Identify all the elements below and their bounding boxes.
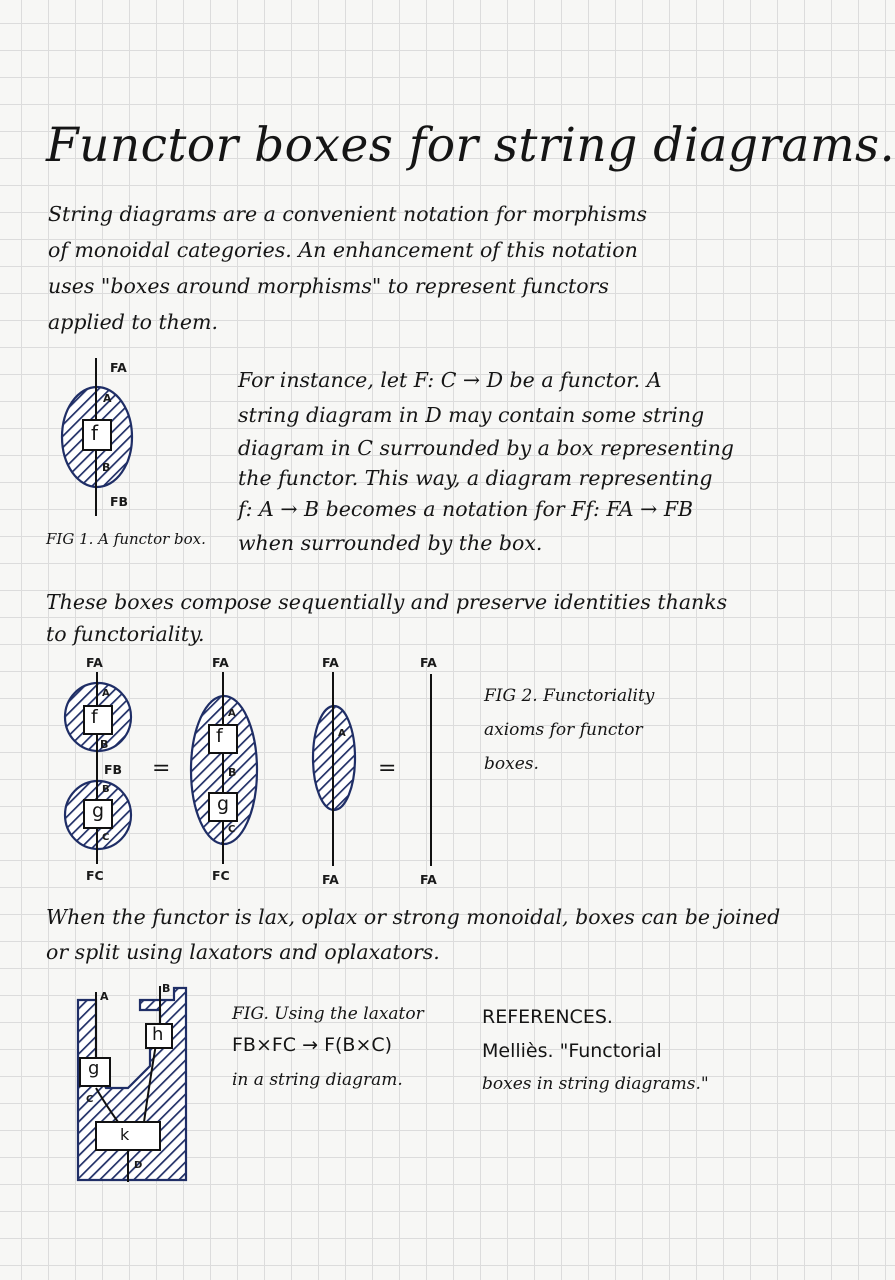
fig1-wire-b: B (102, 461, 111, 474)
fig2-d4-top: FA (420, 655, 437, 670)
references-heading: REFERENCES. (482, 1006, 613, 1028)
fig3-d: D (134, 1160, 143, 1171)
fig2-d1-b2: B (102, 784, 110, 795)
fig1-label-fb: FB (110, 494, 129, 509)
fig2-equals-2: = (378, 756, 397, 781)
example-line-2: string diagram in D may contain some string (238, 403, 705, 427)
fig2-d2-bottom: FC (212, 868, 230, 883)
fig3-laxator-diagram (78, 986, 186, 1182)
fig2-d1-top: FA (86, 655, 103, 670)
fig2-d1-a: A (102, 688, 110, 699)
fig2-d2-top: FA (212, 655, 229, 670)
fig2-d1-g: g (92, 800, 105, 822)
compose-line-2: to functoriality. (46, 622, 205, 646)
fig2-d2-b: B (228, 766, 237, 779)
fig2-d3-a: A (338, 728, 346, 739)
fig2-diagram-composite (191, 672, 257, 864)
intro-line-4: applied to them. (48, 310, 218, 334)
fig1-label-fa: FA (110, 360, 127, 375)
fig2-d3-top: FA (322, 655, 339, 670)
fig3-g: g (88, 1058, 100, 1079)
example-line-4: the functor. This way, a diagram representing (238, 466, 713, 490)
intro-line-1: String diagrams are a convenient notation for morphisms (48, 202, 648, 226)
fig1-wire-a: A (103, 392, 112, 405)
fig2-d1-b1: B (100, 738, 109, 751)
fig2-equals-1: = (152, 756, 171, 781)
fig1-morphism-f: f (91, 421, 99, 445)
fig2-d2-c: C (228, 824, 236, 835)
intro-line-3: uses "boxes around morphisms" to represent functors (48, 274, 609, 298)
page-title: Functor boxes for string diagrams. (46, 118, 895, 173)
monoidal-line-1: When the functor is lax, oplax or strong monoidal, boxes can be joined (46, 905, 781, 929)
monoidal-line-2: or split using laxators and oplaxators. (46, 940, 440, 964)
fig2-caption-3: boxes. (484, 754, 539, 774)
fig3-c: C (86, 1094, 94, 1105)
fig2-diagram-identity-box (313, 672, 355, 866)
fig2-caption-1: FIG 2. Functoriality (484, 686, 655, 706)
example-line-6: when surrounded by the box. (238, 531, 543, 555)
example-line-5: f: A → B becomes a notation for Ff: FA → FB (238, 497, 694, 521)
fig2-d1-mid: FB (104, 762, 123, 777)
references-line-1: Melliès. "Functorial (482, 1040, 662, 1062)
intro-line-2: of monoidal categories. An enhancement of this notation (48, 238, 638, 262)
fig2-d1-bottom: FC (86, 868, 104, 883)
example-line-1: For instance, let F: C → D be a functor. A (238, 368, 662, 392)
example-line-3: diagram in C surrounded by a box representing (238, 436, 734, 460)
references-line-2: boxes in string diagrams." (482, 1074, 709, 1094)
fig3-h: h (152, 1024, 164, 1045)
fig2-caption-2: axioms for functor (484, 720, 643, 740)
fig3-k: k (120, 1125, 130, 1144)
fig2-d3-bottom: FA (322, 872, 339, 887)
fig2-d2-f: f (216, 725, 223, 747)
fig3-caption-1: FIG. Using the laxator (232, 1004, 424, 1024)
fig3-a: A (100, 990, 109, 1003)
fig2-d1-c: C (102, 832, 110, 843)
fig3-caption-3: in a string diagram. (232, 1070, 403, 1090)
compose-line-1: These boxes compose sequentially and preserve identities thanks (46, 590, 728, 614)
fig3-caption-2: FB×FC → F(B×C) (232, 1034, 393, 1056)
fig2-d2-a: A (228, 708, 236, 719)
fig3-b: B (162, 982, 171, 995)
fig1-caption: FIG 1. A functor box. (46, 530, 206, 548)
fig2-d2-g: g (217, 793, 230, 815)
fig2-d1-f: f (91, 706, 98, 728)
fig2-d4-bottom: FA (420, 872, 437, 887)
